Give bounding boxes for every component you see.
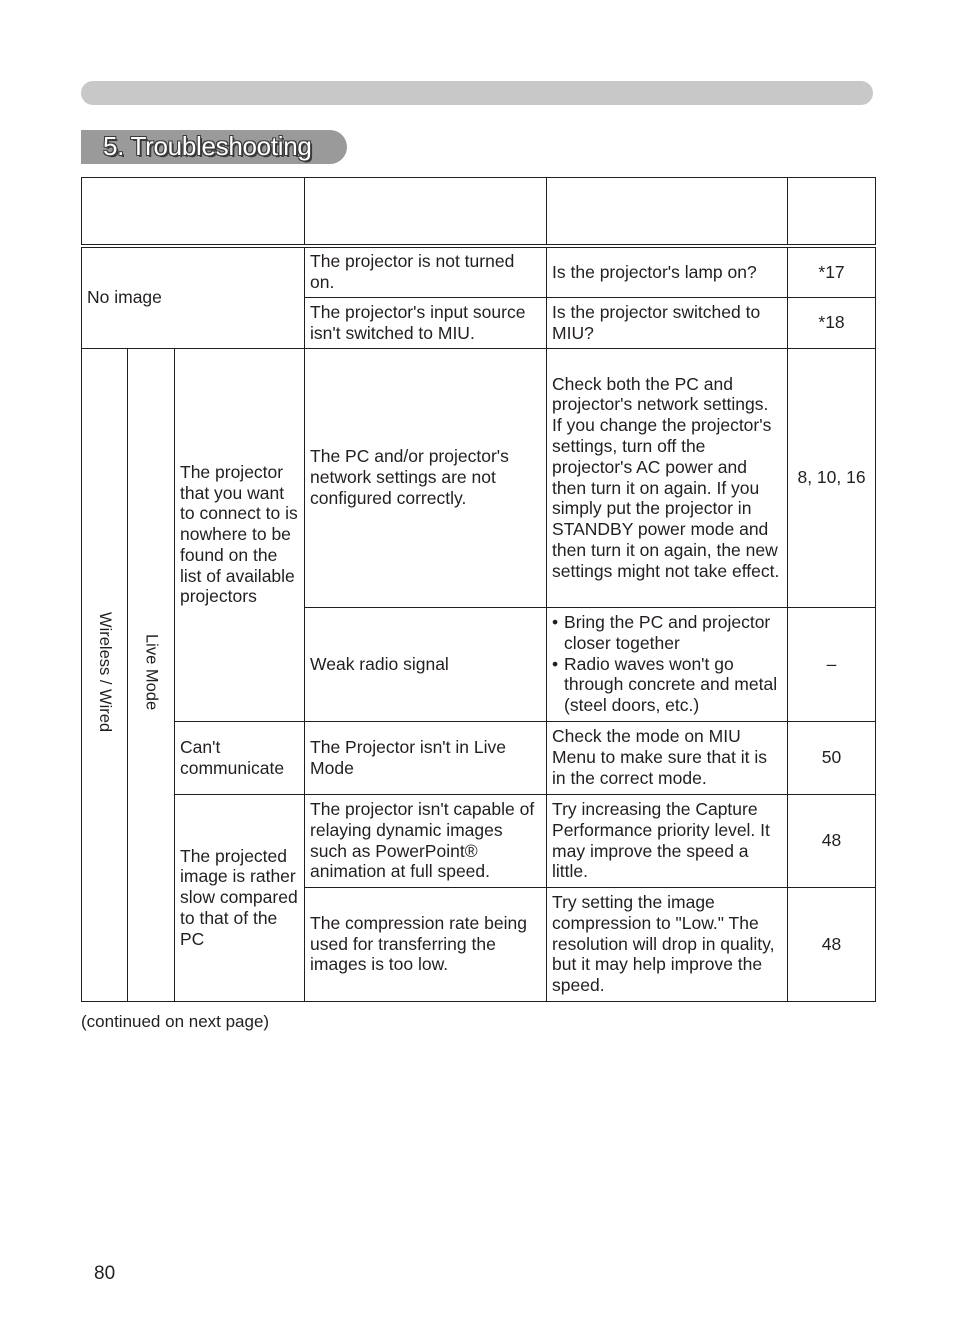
remedy-cell: Is the projector's lamp on? (547, 246, 788, 297)
section-title-badge (81, 130, 347, 164)
cause-cell: The projector's input source isn't switched to MIU. (305, 297, 547, 348)
header-cell-reference (788, 178, 876, 247)
subgroup-label-cell (128, 348, 175, 1001)
table-row (82, 794, 876, 887)
reference-cell: *18 (788, 297, 876, 348)
table-row (82, 721, 876, 794)
table-row (82, 246, 876, 297)
header-bar (81, 81, 873, 105)
remedy-cell: Try increasing the Capture Performance priority level. It may improve the speed a little. (547, 794, 788, 887)
cause-cell: The projector isn't capable of relaying dynamic images such as PowerPoint® animation at full speed. (305, 794, 547, 887)
continued-note: (continued on next page) (81, 1012, 270, 1031)
table-row (82, 348, 876, 607)
reference-cell: *17 (788, 246, 876, 297)
symptom-cell: No image (82, 246, 305, 348)
group-label: Wireless / Wired (95, 612, 114, 733)
cause-cell: The compression rate being used for transferring the images is too low. (305, 887, 547, 1001)
remedy-cell: Check the mode on MIU Menu to make sure that it is in the correct mode. (547, 721, 788, 794)
reference-cell: 48 (788, 887, 876, 1001)
symptom-cell: Can't communicate (175, 721, 305, 794)
remedy-cell (547, 607, 788, 721)
page-number: 80 (94, 1263, 116, 1284)
header-cell-remedy (547, 178, 788, 247)
remedy-cell: Try setting the image compression to "Low." The resolution will drop in quality, but it may help improve the speed. (547, 887, 788, 1001)
reference-cell: – (788, 607, 876, 721)
remedy-cell: Is the projector switched to MIU? (547, 297, 788, 348)
remedy-bullet-list (552, 612, 782, 716)
table-header-row (82, 178, 876, 247)
reference-cell: 8, 10, 16 (788, 348, 876, 607)
cause-cell: The projector is not turned on. (305, 246, 547, 297)
header-cell-symptom (82, 178, 305, 247)
page-title: 5. Troubleshooting (103, 131, 312, 161)
troubleshooting-table (81, 177, 876, 1002)
reference-cell: 48 (788, 794, 876, 887)
cause-cell: The Projector isn't in Live Mode (305, 721, 547, 794)
list-item: • Bring the PC and projector closer together (552, 612, 782, 654)
group-label-cell (82, 348, 128, 1001)
reference-cell: 50 (788, 721, 876, 794)
subgroup-label: Live Mode (142, 634, 161, 711)
list-item: • Radio waves won't go through concrete and metal (steel doors, etc.) (552, 654, 782, 716)
symptom-cell: The projected image is rather slow compared to that of the PC (175, 794, 305, 1001)
remedy-cell: Check both the PC and projector's network settings. If you change the projector's settings, turn off the projector's AC power and then turn it on again. If you simply put the projector in STANDBY power mode and then turn it on again, the new settings might not take effect. (547, 348, 788, 607)
symptom-cell: The projector that you want to connect to is nowhere to be found on the list of available projectors (175, 348, 305, 721)
header-cell-cause (305, 178, 547, 247)
cause-cell: The PC and/or projector's network settings are not configured correctly. (305, 348, 547, 607)
cause-cell: Weak radio signal (305, 607, 547, 721)
